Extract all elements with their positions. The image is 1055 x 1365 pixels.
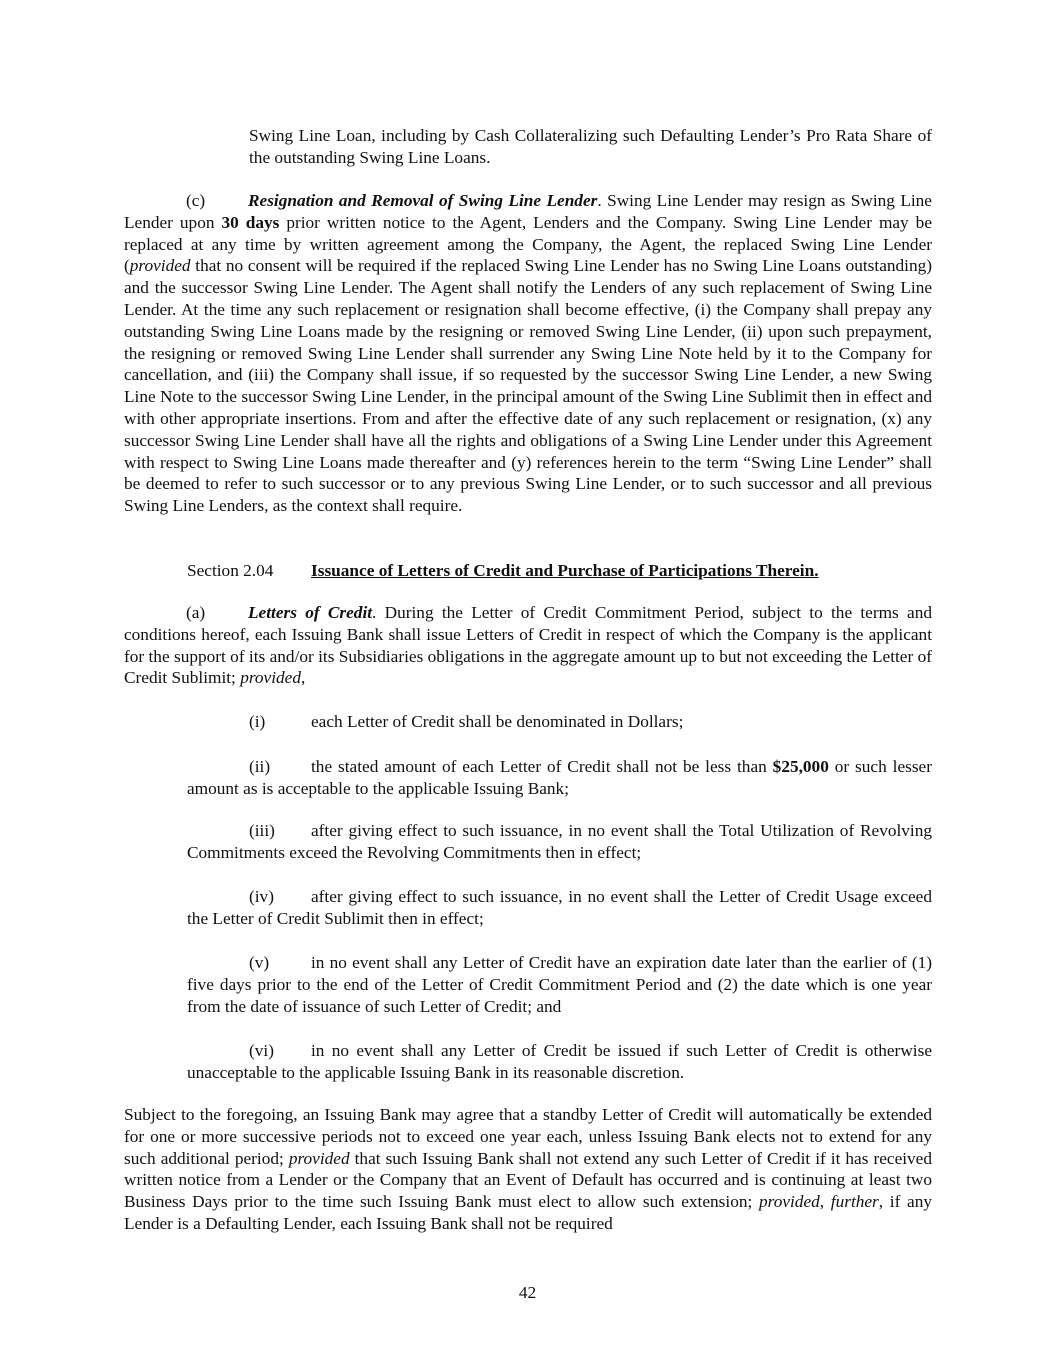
list-item-label: (iii) bbox=[249, 821, 275, 840]
notice-period: 30 days bbox=[221, 212, 280, 232]
list-item-label: (v) bbox=[249, 953, 270, 972]
paragraph-c-text-3: that no consent will be required if the replaced Swing Line Lender has no Swing Line Loans outstanding) and the successor Swing Line Lender. The Agent shall notify the Lenders of any such replacement of Swing Line Lender. At the time any such replacement or resignation shall become effective, (i) the Company shall prepay any outstanding Swing Line Loans made by the resigning or removed Swing Line Lender, (ii) upon such prepayment, the resigning or removed Swing Line Lender shall surrender any Swing Line Note held by it to the Company for cancellation, and (iii) the Company shall issue, if so requested by the successor Swing Line Lender, a new Swing Line Note to the successor Swing Line Lender, in the principal amount of the Swing Line Sublimit then in effect and with other appropriate insertions. From and after the effective date of any such replacement or resignation, (x) any successor Swing Line Lender shall have all the rights and obligations of a Swing Line Lender under this Agreement with respect to Swing Line Loans made thereafter and (y) references herein to the term “Swing Line Lender” shall be deemed to refer to such successor or to any previous Swing Line Lender, or to such successor and all previous Swing Line Lenders, as the context shall require. bbox=[124, 256, 932, 516]
section-label: Section 2.04 bbox=[187, 561, 274, 580]
list-item-text: the stated amount of each Letter of Credit shall not be less than bbox=[311, 757, 773, 776]
list-item-text: after giving effect to such issuance, in no event shall the Letter of Credit Usage exceed the Letter of Credit Sublimit then in effect; bbox=[187, 887, 932, 928]
list-item bbox=[187, 1040, 932, 1084]
list-item-text: in no event shall any Letter of Credit be issued if such Letter of Credit is otherwise unacceptable to the applicable Issuing Bank in its reasonable discretion. bbox=[187, 1041, 932, 1082]
final-text-4: , if any Lender is a Defaulting Lender, each Issuing Bank shall not be required bbox=[124, 1192, 932, 1233]
paragraph-a-label: (a) bbox=[186, 603, 206, 622]
paragraph-c-provided: provided bbox=[129, 256, 191, 276]
list-item-label: (iv) bbox=[249, 887, 274, 906]
list-item-text: in no event shall any Letter of Credit have an expiration date later than the earlier of (1) five days prior to the end of the Letter of Credit Commitment Period and (2) the date which is one year from the date of issuance of such Letter of Credit; and bbox=[187, 953, 932, 1016]
carryover-text: Swing Line Loan, including by Cash Collateralizing such Defaulting Lender’s Pro Rata Share of the outstanding Swing Line Loans. bbox=[249, 126, 932, 167]
final-provided-1: provided bbox=[288, 1148, 350, 1168]
list-item-text: after giving effect to such issuance, in no event shall the Total Utilization of Revolving Commitments exceed the Revolving Commitments then in effect; bbox=[187, 821, 932, 862]
paragraph-a-text-1: . During the Letter of Credit Commitment Period, subject to the terms and conditions hereof, each Issuing Bank shall issue Letters of Credit in respect of which the Company is the applicant for the support of its and/or its Subsidiaries obligations in the aggregate amount up to but not exceeding the Letter of Credit Sublimit; bbox=[124, 603, 932, 688]
paragraph-c bbox=[124, 190, 932, 517]
list-item-text-2: or such lesser amount as is acceptable to the applicable Issuing Bank; bbox=[187, 757, 932, 798]
paragraph-a-text-2: , bbox=[300, 668, 306, 688]
paragraph-a-provided: provided bbox=[240, 668, 301, 688]
list-item bbox=[187, 711, 932, 733]
section-title: Issuance of Letters of Credit and Purchase of Participations Therein. bbox=[311, 561, 819, 580]
carryover-paragraph bbox=[249, 125, 932, 169]
paragraph-a bbox=[124, 602, 932, 689]
paragraph-c-text-2: prior written notice to the Agent, Lenders and the Company. Swing Line Lender may be replaced at any time by written agreement among the Company, the Agent, the replaced Swing Line Lender ( bbox=[124, 212, 932, 276]
final-text-3: , bbox=[819, 1192, 831, 1212]
list-item bbox=[187, 952, 932, 1017]
section-heading bbox=[187, 560, 932, 582]
list-item bbox=[187, 886, 932, 930]
list-item bbox=[187, 820, 932, 864]
final-text-1: Subject to the foregoing, an Issuing Bank may agree that a standby Letter of Credit will automatically be extended for one or more successive periods not to exceed one year each, unless Issuing Bank elects not to extend for any such additional period; bbox=[124, 1105, 932, 1168]
minimum-amount: $25,000 bbox=[772, 757, 829, 776]
final-text-2: that such Issuing Bank shall not extend any such Letter of Credit if it has received written notice from a Lender or the Company that an Event of Default has occurred and is continuing at least two Business Days prior to the time such Issuing Bank must elect to allow such extension; bbox=[124, 1148, 932, 1212]
paragraph-c-heading: Resignation and Removal of Swing Line Lender bbox=[248, 191, 598, 210]
list-item bbox=[187, 756, 932, 800]
list-item-label: (i) bbox=[249, 712, 266, 731]
final-further: further bbox=[830, 1192, 879, 1212]
paragraph-c-label: (c) bbox=[186, 191, 206, 210]
page-number: 42 bbox=[518, 1283, 537, 1302]
paragraph-c-text-1: . Swing Line Lender may resign as Swing Line Lender upon bbox=[124, 191, 932, 232]
final-paragraph bbox=[124, 1104, 932, 1235]
list-item-text: each Letter of Credit shall be denominated in Dollars; bbox=[311, 712, 684, 731]
paragraph-a-heading: Letters of Credit bbox=[248, 603, 373, 622]
list-item-label: (vi) bbox=[249, 1041, 274, 1060]
final-provided-2: provided bbox=[758, 1192, 820, 1212]
list-item-label: (ii) bbox=[249, 757, 271, 776]
